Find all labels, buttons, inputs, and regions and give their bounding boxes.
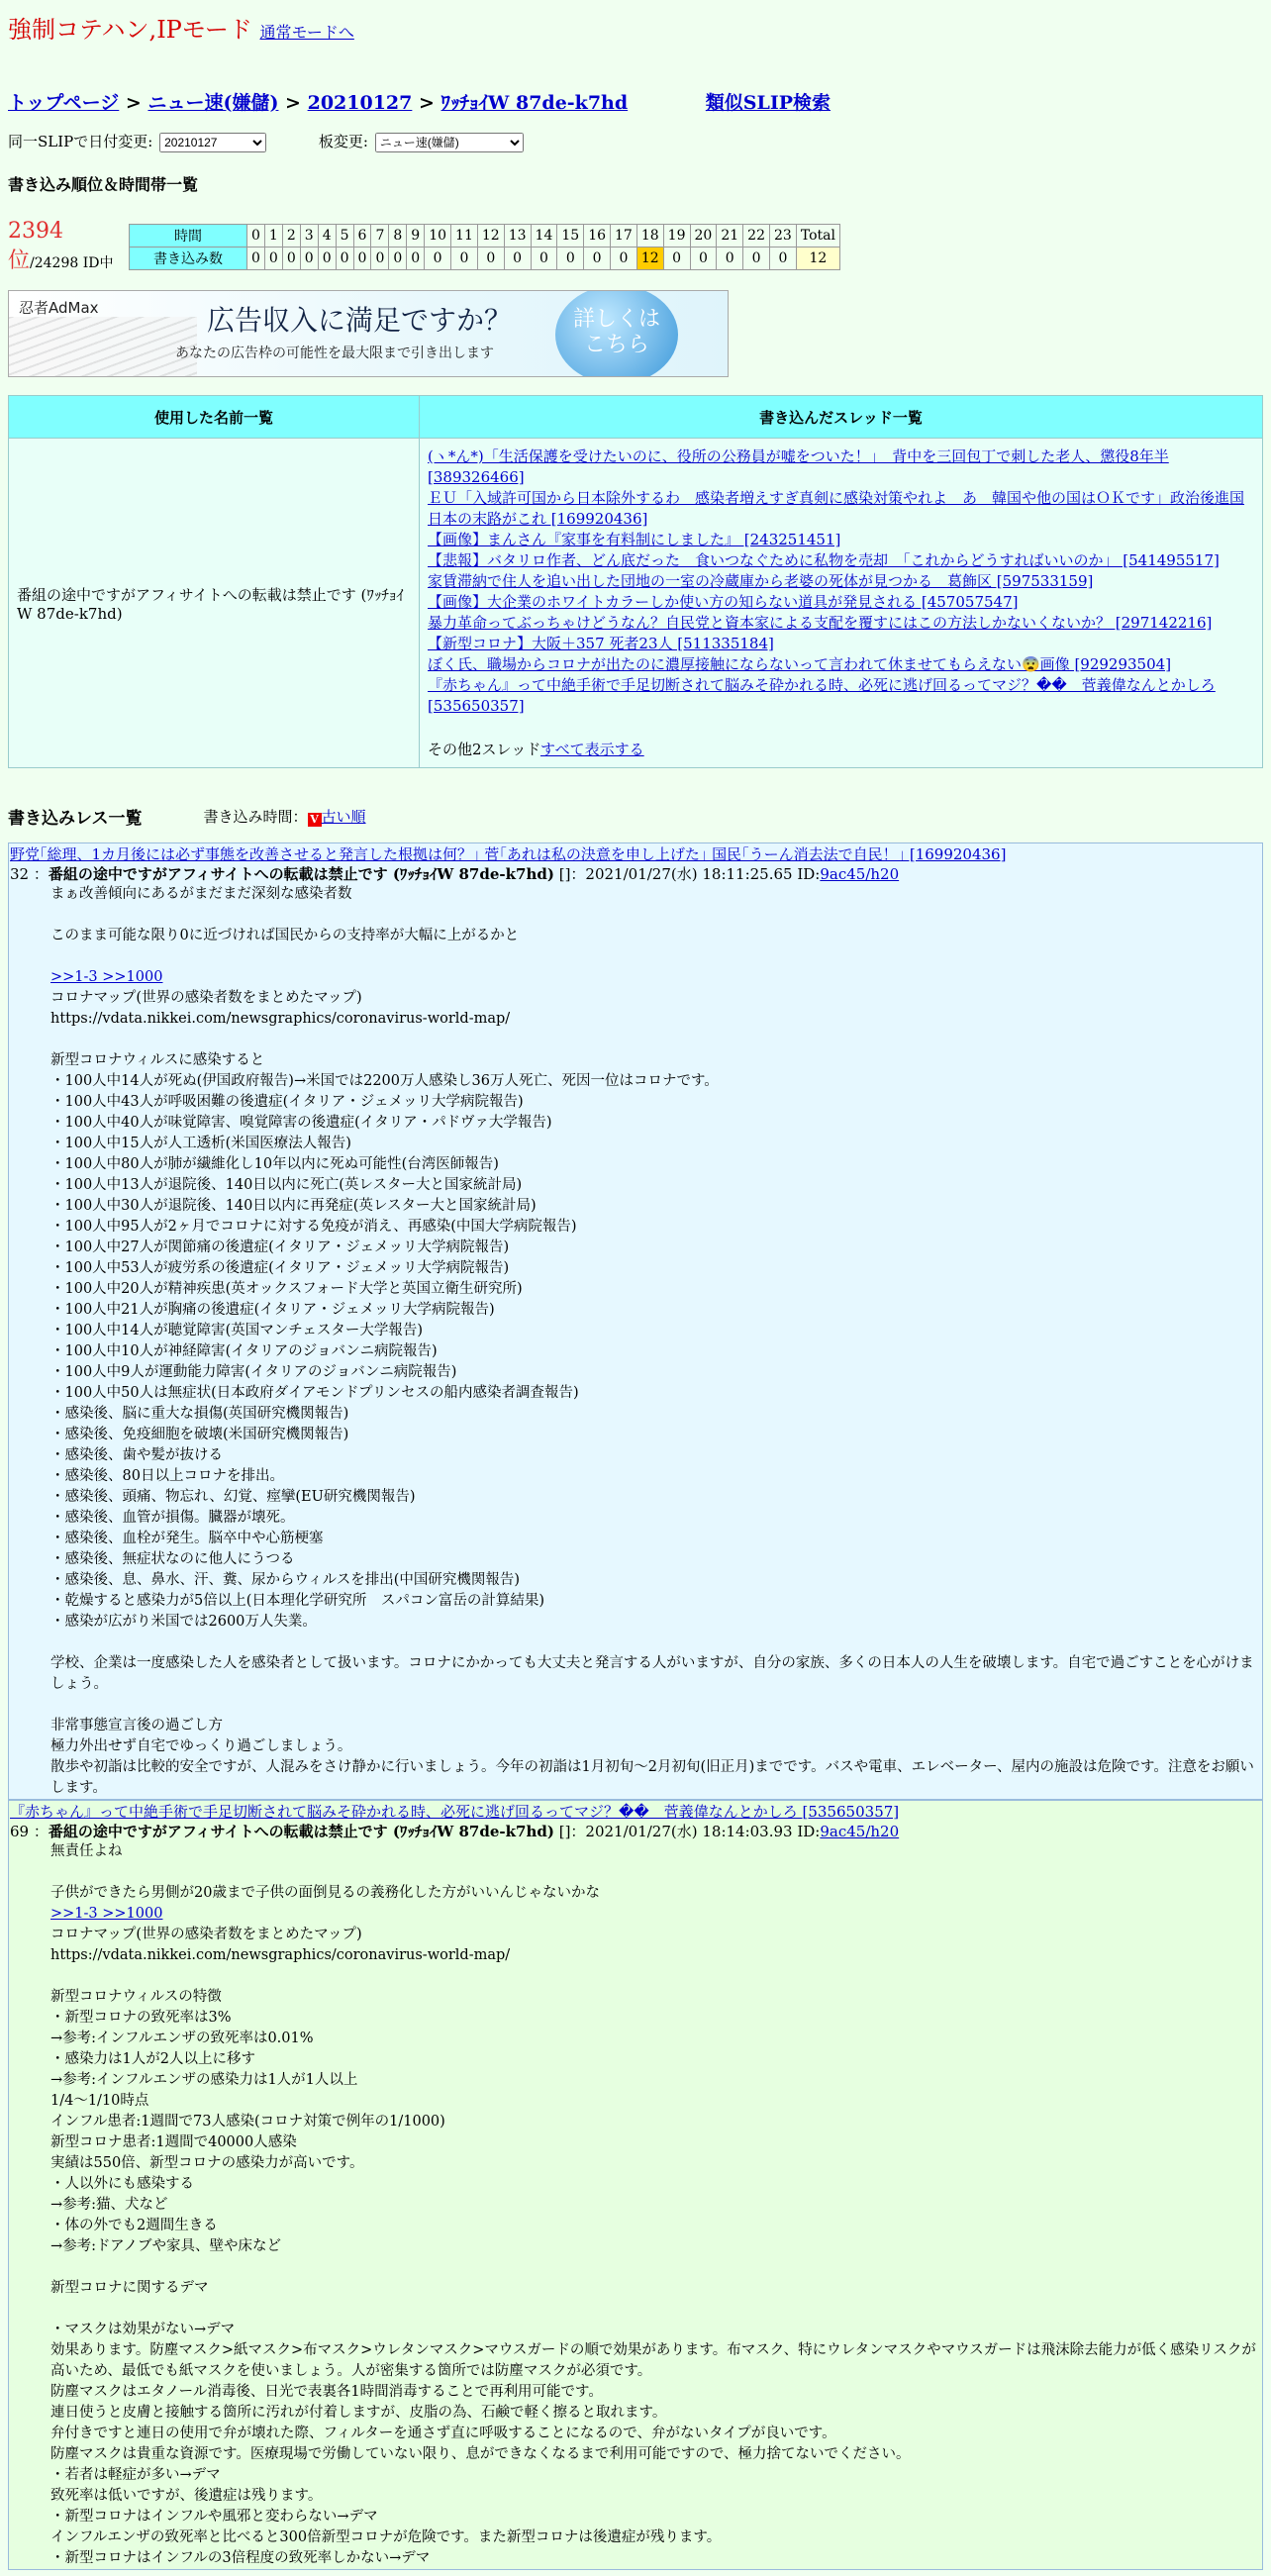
- anchor-link[interactable]: >>1-3 >>1000: [50, 969, 163, 985]
- thread-list: [428, 446, 1254, 717]
- breadcrumb-user[interactable]: ﾜｯﾁｮｲW 87de-k7hd: [440, 92, 629, 114]
- sort-order-icon[interactable]: V: [308, 813, 322, 827]
- page-header: [8, 10, 1263, 45]
- date-select[interactable]: [159, 133, 266, 152]
- ad-headline: 広告収入に満足ですか？: [207, 304, 513, 337]
- name-thread-table: [8, 395, 1263, 768]
- board-change-label: 板変更:: [318, 133, 368, 150]
- post-name: 番組の途中ですがアフィサイトへの転載は禁止です (ﾜｯﾁｮｲW 87de-k7hd): [48, 1823, 554, 1840]
- post-list: [8, 842, 1263, 2570]
- count-cell: 0: [743, 247, 770, 269]
- hour-cell: 16: [584, 224, 611, 247]
- count-cell: 0: [371, 247, 389, 269]
- count-cell: 0: [531, 247, 557, 269]
- thread-link[interactable]: 【新型コロナ】大阪＋357 死者23人 [511335184]: [428, 635, 774, 652]
- post-text: 無責任よね 子供ができたら男側が20歳まで子供の面倒見るの義務化した方がいいんじゃないかな: [50, 1843, 600, 1901]
- ad-cta-line2: こちら: [583, 333, 649, 357]
- post-id-link[interactable]: 9ac45/h20: [820, 865, 900, 883]
- count-cell: 0: [407, 247, 425, 269]
- hour-cell: 22: [743, 224, 770, 247]
- hour-cell: 23: [769, 224, 796, 247]
- post-text: コロナマップ(世界の感染者数をまとめたマップ) https://vdata.nikkei.com/newsgraphics/coronavirus-world-map/ 新型コロナウィルスの特徴 ・新型コロナの致死率は3% →参考:インフルエンザの致死率は0.01% ・感染力は1人が2人以上に移す →参考:インフルエンザの感染力は1人が1人以上 1/4～1/10時点 インフル患者:1週間で73人感染(コロナ対策で例年の1/1000) 新型コロナ患者:1週間で40000人感染 実績は550倍、新型コロナの感染力が高いです。 ・人以外にも感染する →参考:猫、犬など ・体の外でも2週間生きる →参考:ドアノブや家具、壁や床など 新型コロナに関するデマ ・マスクは効果がない→デマ 効果あります。防塵マスク>紙マスク>布マスク>ウレタンマスク>マウスガードの順で効果があります。布マスク、特にウレタンマスクやマウスガードは飛沫除去能力が低く感染リスクが高いため、最低でも紙マスクを使いましょう。人が密集する箇所では防塵マスクが必須です。 防塵マスクはエタノール消毒後、日光で表裏各1時間消毒することで再利用可能です。 連日使うと皮膚と接触する箇所に汚れが付着しますが、皮脂の為、石鹸で軽く擦ると取れます。 弁付きですと連日の使用で弁が壊れた際、フィルターを通さず直に呼吸することになるので、弁がないタイプが良いです。 防塵マスクは貴重な資源です。医療現場で労働していない限り、息ができなくなるまで利用可能ですので、極力捨てないでください。 ・若者は軽症が多い→デマ 致死率は低いですが、後遺症は残ります。 ・新型コロナはインフルや風邪と変わらない→デマ インフルエンザの致死率と比べると300倍新型コロナが危険です。また新型コロナは後遺症が残ります。 ・新型コロナはインフルの3倍程度の致死率しかない→デマ: [50, 1927, 1256, 2566]
- normal-mode-link[interactable]: 通常モードへ: [259, 23, 354, 42]
- rank-display: [8, 219, 129, 274]
- post-body: [9, 1841, 1262, 2569]
- hour-cell: 7: [371, 224, 389, 247]
- count-cell: 0: [264, 247, 282, 269]
- count-cell: 0: [425, 247, 451, 269]
- count-cell: 0: [584, 247, 611, 269]
- hour-cell: 10: [425, 224, 451, 247]
- hour-cell: 20: [690, 224, 717, 247]
- breadcrumb-board[interactable]: ニュー速(嫌儲): [147, 92, 279, 114]
- thread-link[interactable]: 【悲報】バタリロ作者、どん底だった 食いつなぐために私物を売却 「これからどうすればいいのか」 [541495517]: [428, 551, 1220, 569]
- thread-list-cell: [420, 439, 1263, 768]
- hour-cell: 0: [247, 224, 265, 247]
- count-cell: 0: [504, 247, 531, 269]
- thread-link[interactable]: 『赤ちゃん』って中絶手術で手足切断されて脳みそ砕かれる時、必死に逃げ回るってマジ？�� 菅義偉なんとかしろ [535650357]: [428, 676, 1216, 715]
- count-cell: 0: [300, 247, 318, 269]
- thread-link[interactable]: 【画像】まんさん『家事を有料制にしました』 [243251451]: [428, 531, 841, 548]
- time-row-label: 時間: [130, 224, 247, 247]
- post-body: [9, 884, 1262, 1799]
- sort-oldest-link[interactable]: 古い順: [321, 808, 366, 826]
- thread-link[interactable]: 家賃滞納で住人を追い出した団地の一室の冷蔵庫から老婆の死体が見つかる 葛飾区 [597533159]: [428, 572, 1094, 590]
- post-id-link[interactable]: 9ac45/h20: [820, 1823, 900, 1840]
- mode-title: 強制コテハン,IPモード: [8, 16, 252, 44]
- post-header: [9, 1822, 1262, 1841]
- breadcrumb: トップページ > ニュー速(嫌儲) > 20210127 > ﾜｯﾁｮｲW 87de-k7hd 類似SLIP検索: [8, 92, 831, 114]
- count-cell: 0: [477, 247, 504, 269]
- other-threads-count: その他2スレッド: [428, 741, 540, 758]
- count-cell: 0: [247, 247, 265, 269]
- hour-cell: 15: [557, 224, 584, 247]
- post-number: 32 ：: [10, 865, 49, 883]
- count-cell: 0: [717, 247, 743, 269]
- post-thread-link[interactable]: 野党｢総理、1カ月後には必ず事態を改善させると発言した根拠は何？｣ 菅｢あれは私の決意を申し上げた｣ 国民｢うーん消去法で自民！｣ [169920436]: [10, 845, 1007, 863]
- post-name: 番組の途中ですがアフィサイトへの転載は禁止です (ﾜｯﾁｮｲW 87de-k7hd): [48, 865, 554, 883]
- ad-subtext: あなたの広告枠の可能性を最大限まで引き出します: [175, 346, 494, 361]
- post: [8, 842, 1263, 1800]
- post-thread-link[interactable]: 『赤ちゃん』って中絶手術で手足切断されて脳みそ砕かれる時、必死に逃げ回るってマジ？�� 菅義偉なんとかしろ [535650357]: [10, 1803, 900, 1821]
- selector-row: [8, 131, 1263, 152]
- count-cell: 0: [336, 247, 353, 269]
- hour-cell: Total: [796, 224, 839, 247]
- order-control: [204, 806, 366, 827]
- hour-cell: 6: [353, 224, 371, 247]
- rank-total: /24298 ID中: [30, 255, 114, 271]
- count-cell: 12: [636, 247, 663, 269]
- post-text: まぁ改善傾向にあるがまだまだ深刻な感染者数 このまま可能な限り0に近づければ国民からの支持率が大幅に上がるかと: [50, 886, 520, 943]
- ad-cta-line1: 詳しくは: [572, 307, 660, 332]
- count-cell: 0: [611, 247, 637, 269]
- hour-cell: 9: [407, 224, 425, 247]
- hour-cell: 11: [451, 224, 478, 247]
- hour-cell: 13: [504, 224, 531, 247]
- post-meta: []：2021/01/27(水) 18:14:03.93 ID:: [553, 1823, 821, 1840]
- hour-cell: 12: [477, 224, 504, 247]
- thread-link[interactable]: ＥＵ「入域許可国から日本除外するわ 感染者増えすぎ真剣に感染対策やれよ あ 韓国や他の国はＯＫです」政治後進国日本の末路がこれ [169920436]: [428, 489, 1245, 528]
- hour-cell: 21: [717, 224, 743, 247]
- hour-cell: 8: [389, 224, 407, 247]
- count-cell: 0: [451, 247, 478, 269]
- ranking-row: [8, 219, 1263, 274]
- names-header: 使用した名前一覧: [9, 396, 420, 439]
- post: [8, 1800, 1263, 2570]
- hour-cell: 3: [300, 224, 318, 247]
- ad-decoration: [9, 317, 197, 376]
- count-row-label: 書き込み数: [130, 247, 247, 269]
- hour-cell: 17: [611, 224, 637, 247]
- count-cell: 0: [282, 247, 300, 269]
- board-select[interactable]: [375, 133, 524, 152]
- ranking-section-title: 書き込み順位＆時間帯一覧: [8, 175, 199, 194]
- count-cell: 0: [663, 247, 690, 269]
- thread-link[interactable]: 【画像】大企業のホワイトカラーしか使い方の知らない道具が発見される [457057547]: [428, 593, 1019, 611]
- hour-cell: 14: [531, 224, 557, 247]
- date-change-label: 同一SLIPで日付変更:: [8, 133, 153, 150]
- ad-brand: 忍者AdMax: [19, 299, 99, 317]
- rank-value: 2394 位: [8, 219, 63, 273]
- hour-cell: 2: [282, 224, 300, 247]
- used-name: 番組の途中ですがアフィサイトへの転載は禁止です (ﾜｯﾁｮｲW 87de-k7hd): [9, 439, 420, 768]
- post-meta: []：2021/01/27(水) 18:11:25.65 ID:: [553, 865, 821, 883]
- count-cell: 0: [690, 247, 717, 269]
- hourly-table: [129, 224, 840, 270]
- count-cell: 0: [557, 247, 584, 269]
- count-cell: 0: [318, 247, 336, 269]
- thread-link[interactable]: ぼく氏、職場からコロナが出たのに濃厚接触にならないって言われて休ませてもらえない😨画像 [929293504]: [428, 655, 1172, 673]
- thread-link[interactable]: (ヽ*ん*)「生活保護を受けたいのに、役所の公務員が嘘をついた！」 背中を三回包丁で刺した老人、懲役8年半 [389326466]: [428, 447, 1169, 486]
- thread-link[interactable]: 暴力革命ってぶっちゃけどうなん？自民党と資本家による支配を覆すにはこの方法しかないくないか？ [297142216]: [428, 614, 1213, 632]
- breadcrumb-date[interactable]: 20210127: [307, 92, 413, 114]
- responses-header: [8, 804, 1263, 829]
- count-cell: 0: [389, 247, 407, 269]
- post-header: [9, 864, 1262, 884]
- similar-slip-search-link[interactable]: 類似SLIP検索: [705, 92, 831, 114]
- responses-title: 書き込みレス一覧: [8, 809, 143, 829]
- show-all-link[interactable]: すべて表示する: [539, 741, 644, 758]
- post-text: コロナマップ(世界の感染者数をまとめたマップ) https://vdata.nikkei.com/newsgraphics/coronavirus-world-map/ 新型コロナウィルスに感染すると ・100人中14人が死ぬ(伊国政府報告)→米国では2200万人感染し36万人死亡、死因一位はコロナです。 ・100人中43人が呼吸困難の後遺症(イタリア・ジェメッリ大学病院報告) ・100人中40人が味覚障害、嗅覚障害の後遺症(イタリア・パドヴァ大学報告) ・100人中15人が人工透析(米国医療法人報告) ・100人中80人が肺が繊維化し10年以内に死ぬ可能性(台湾医師報告) ・100人中13人が退院後、140日以内に死亡(英レスター大と国家統計局) ・100人中30人が退院後、140日以内に再発症(英レスター大と国家統計局) ・100人中95人が2ヶ月でコロナに対する免疫が消え、再感染(中国大学病院報告) ・100人中27人が関節痛の後遺症(イタリア・ジェメッリ大学病院報告) ・100人中53人が疲労系の後遺症(イタリア・ジェメッリ大学病院報告) ・100人中20人が精神疾患(英オックスフォード大学と英国立衛生研究所) ・100人中21人が胸痛の後遺症(イタリア・ジェメッリ大学病院報告) ・100人中14人が聴覚障害(英国マンチェスター大学報告) ・100人中10人が神経障害(イタリアのジョバンニ病院報告) ・100人中9人が運動能力障害(イタリアのジョバンニ病院報告) ・100人中50人は無症状(日本政府ダイアモンドプリンセスの船内感染者調査報告) ・感染後、脳に重大な損傷(英国研究機関報告) ・感染後、免疫細胞を破壊(米国研究機関報告) ・感染後、歯や髪が抜ける ・感染後、80日以上コロナを排出。 ・感染後、頭痛、物忘れ、幻覚、痙攣(EU研究機関報告) ・感染後、血管が損傷。臓器が壊死。 ・感染後、血栓が発生。脳卒中や心筋梗塞 ・感染後、無症状なのに他人にうつる ・感染後、息、鼻水、汗、糞、尿からウィルスを排出(中国研究機関報告) ・乾燥すると感染力が5倍以上(日本理化学研究所 スパコン富岳の計算結果) ・感染が広がり米国では2600万人失業。 学校、企業は一度感染した人を感染者として扱います。コロナにかかっても大丈夫と発言する人がいますが、自分の家族、多くの日本人の人生を破壊します。自宅で過ごすことを心がけましょう。 非常事態宣言後の過ごし方 極力外出せず自宅でゆっくり過ごしましょう。 散歩や初詣は比較的安全ですが、人混みをさけ静かに行いましょう。今年の初詣は1月初旬～2月初旬(旧正月)までです。バスや電車、エレベーター、屋内の施設は危険です。注意をお願いします。: [50, 990, 1254, 1796]
- breadcrumb-top[interactable]: トップページ: [8, 92, 120, 114]
- ad-banner[interactable]: [8, 290, 729, 377]
- hour-cell: 19: [663, 224, 690, 247]
- hour-cell: 4: [318, 224, 336, 247]
- count-cell: 12: [796, 247, 839, 269]
- post-number: 69 ：: [10, 1823, 49, 1840]
- hour-cell: 5: [336, 224, 353, 247]
- hour-cell: 18: [636, 224, 663, 247]
- other-threads: [428, 739, 1254, 759]
- ad-cta-button[interactable]: [555, 290, 678, 377]
- anchor-link[interactable]: >>1-3 >>1000: [50, 1906, 163, 1922]
- order-label: 書き込み時間：: [203, 808, 308, 826]
- threads-header: 書き込んだスレッド一覧: [420, 396, 1263, 439]
- count-cell: 0: [353, 247, 371, 269]
- count-cell: 0: [769, 247, 796, 269]
- hour-cell: 1: [264, 224, 282, 247]
